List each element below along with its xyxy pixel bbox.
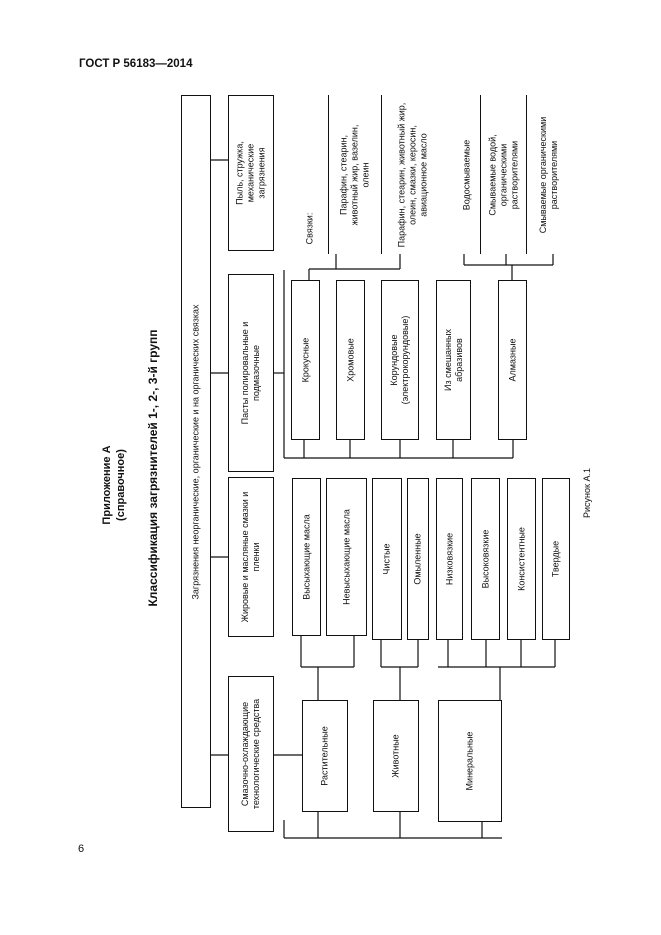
binders-item-label: Парафин, стеарин, животный жир, олеин, смазки, керосин, авиационное масло xyxy=(396,102,428,247)
root-node xyxy=(181,95,211,808)
oil-type-mineral-label: Минеральные xyxy=(464,731,475,791)
binders-heading-cell xyxy=(291,95,329,254)
root-label: Загрязнения неорганические, органические и на органических связках xyxy=(190,303,201,600)
appendix-title: Приложение А xyxy=(101,445,113,525)
group-dust xyxy=(228,95,274,251)
page-number: 6 xyxy=(78,843,85,855)
binders-item-label: Парафин, стеарин, животный жир, вазелин, олеин xyxy=(338,124,371,225)
removal-label: Смываемые водой, органическими растворителями xyxy=(487,133,519,216)
mineral-item xyxy=(436,478,463,640)
group-fats-label: Жировые и масляные смазки и пленки xyxy=(240,491,261,623)
animal-item xyxy=(407,478,429,640)
group-dust-label: Пыль, стружка, механические загрязнения xyxy=(234,141,267,205)
removal-cell xyxy=(481,95,527,254)
oil-type-vegetable-label: Растительные xyxy=(319,726,330,786)
mineral-item-label: Консистентные xyxy=(516,527,526,591)
oil-type-animal xyxy=(373,700,419,812)
paste-item-label: Алмазные xyxy=(507,338,517,382)
animal-item-label: Чистые xyxy=(381,543,392,575)
paste-item-label: Корундовые (электрокорундовые) xyxy=(389,315,410,405)
removal-label: Смываемые органическими растворителями xyxy=(538,116,559,233)
mineral-item-label: Низковязкие xyxy=(444,532,454,586)
oil-type-animal-label: Животные xyxy=(390,734,401,778)
vegetable-item xyxy=(292,478,321,636)
removal-box xyxy=(453,95,571,254)
mineral-item-label: Твердые xyxy=(550,540,561,578)
mineral-item-label: Высоковязкие xyxy=(480,529,490,589)
mineral-item xyxy=(507,478,536,640)
vegetable-item xyxy=(326,478,367,636)
paste-item xyxy=(291,280,320,440)
removal-cell xyxy=(453,95,481,254)
animal-item xyxy=(372,478,402,640)
binders-heading: Связки: xyxy=(304,212,314,245)
group-pastes-label: Пасты полировальные и подмазочные xyxy=(240,321,261,425)
removal-label: Водосмываемые xyxy=(461,139,471,210)
mineral-item xyxy=(542,478,570,640)
vegetable-item-label: Невысыхающие масла xyxy=(341,509,351,605)
binders-item-cell xyxy=(329,95,382,254)
removal-cell xyxy=(527,95,571,254)
oil-type-mineral xyxy=(438,700,502,822)
paste-item xyxy=(436,280,471,440)
paste-item xyxy=(381,280,419,440)
group-lubricants-label: Смазочно-охлаждающие технологические средства xyxy=(240,698,261,810)
binders-box xyxy=(291,95,443,254)
figure-title: Классификация загрязнителей 1-, 2-, 3-й групп xyxy=(146,329,160,607)
paste-item xyxy=(498,280,527,440)
group-pastes xyxy=(228,274,274,472)
animal-item-label: Омыленные xyxy=(412,533,423,585)
figure-caption: Рисунок А.1 xyxy=(582,468,592,518)
vegetable-item-label: Высыхающие масла xyxy=(301,514,311,600)
group-fats xyxy=(228,477,274,637)
mineral-item xyxy=(471,478,500,640)
binders-item-cell xyxy=(382,95,443,254)
oil-type-vegetable xyxy=(302,700,348,812)
document-code: ГОСТ Р 56183—2014 xyxy=(79,58,193,70)
paste-item xyxy=(336,280,365,440)
appendix-note: (справочное) xyxy=(115,449,127,521)
paste-item-label: Из смешанных абразивов xyxy=(442,329,464,391)
paste-item-label: Хромовые xyxy=(345,338,355,382)
paste-item-label: Крокусные xyxy=(300,337,310,383)
group-lubricants xyxy=(228,676,274,832)
